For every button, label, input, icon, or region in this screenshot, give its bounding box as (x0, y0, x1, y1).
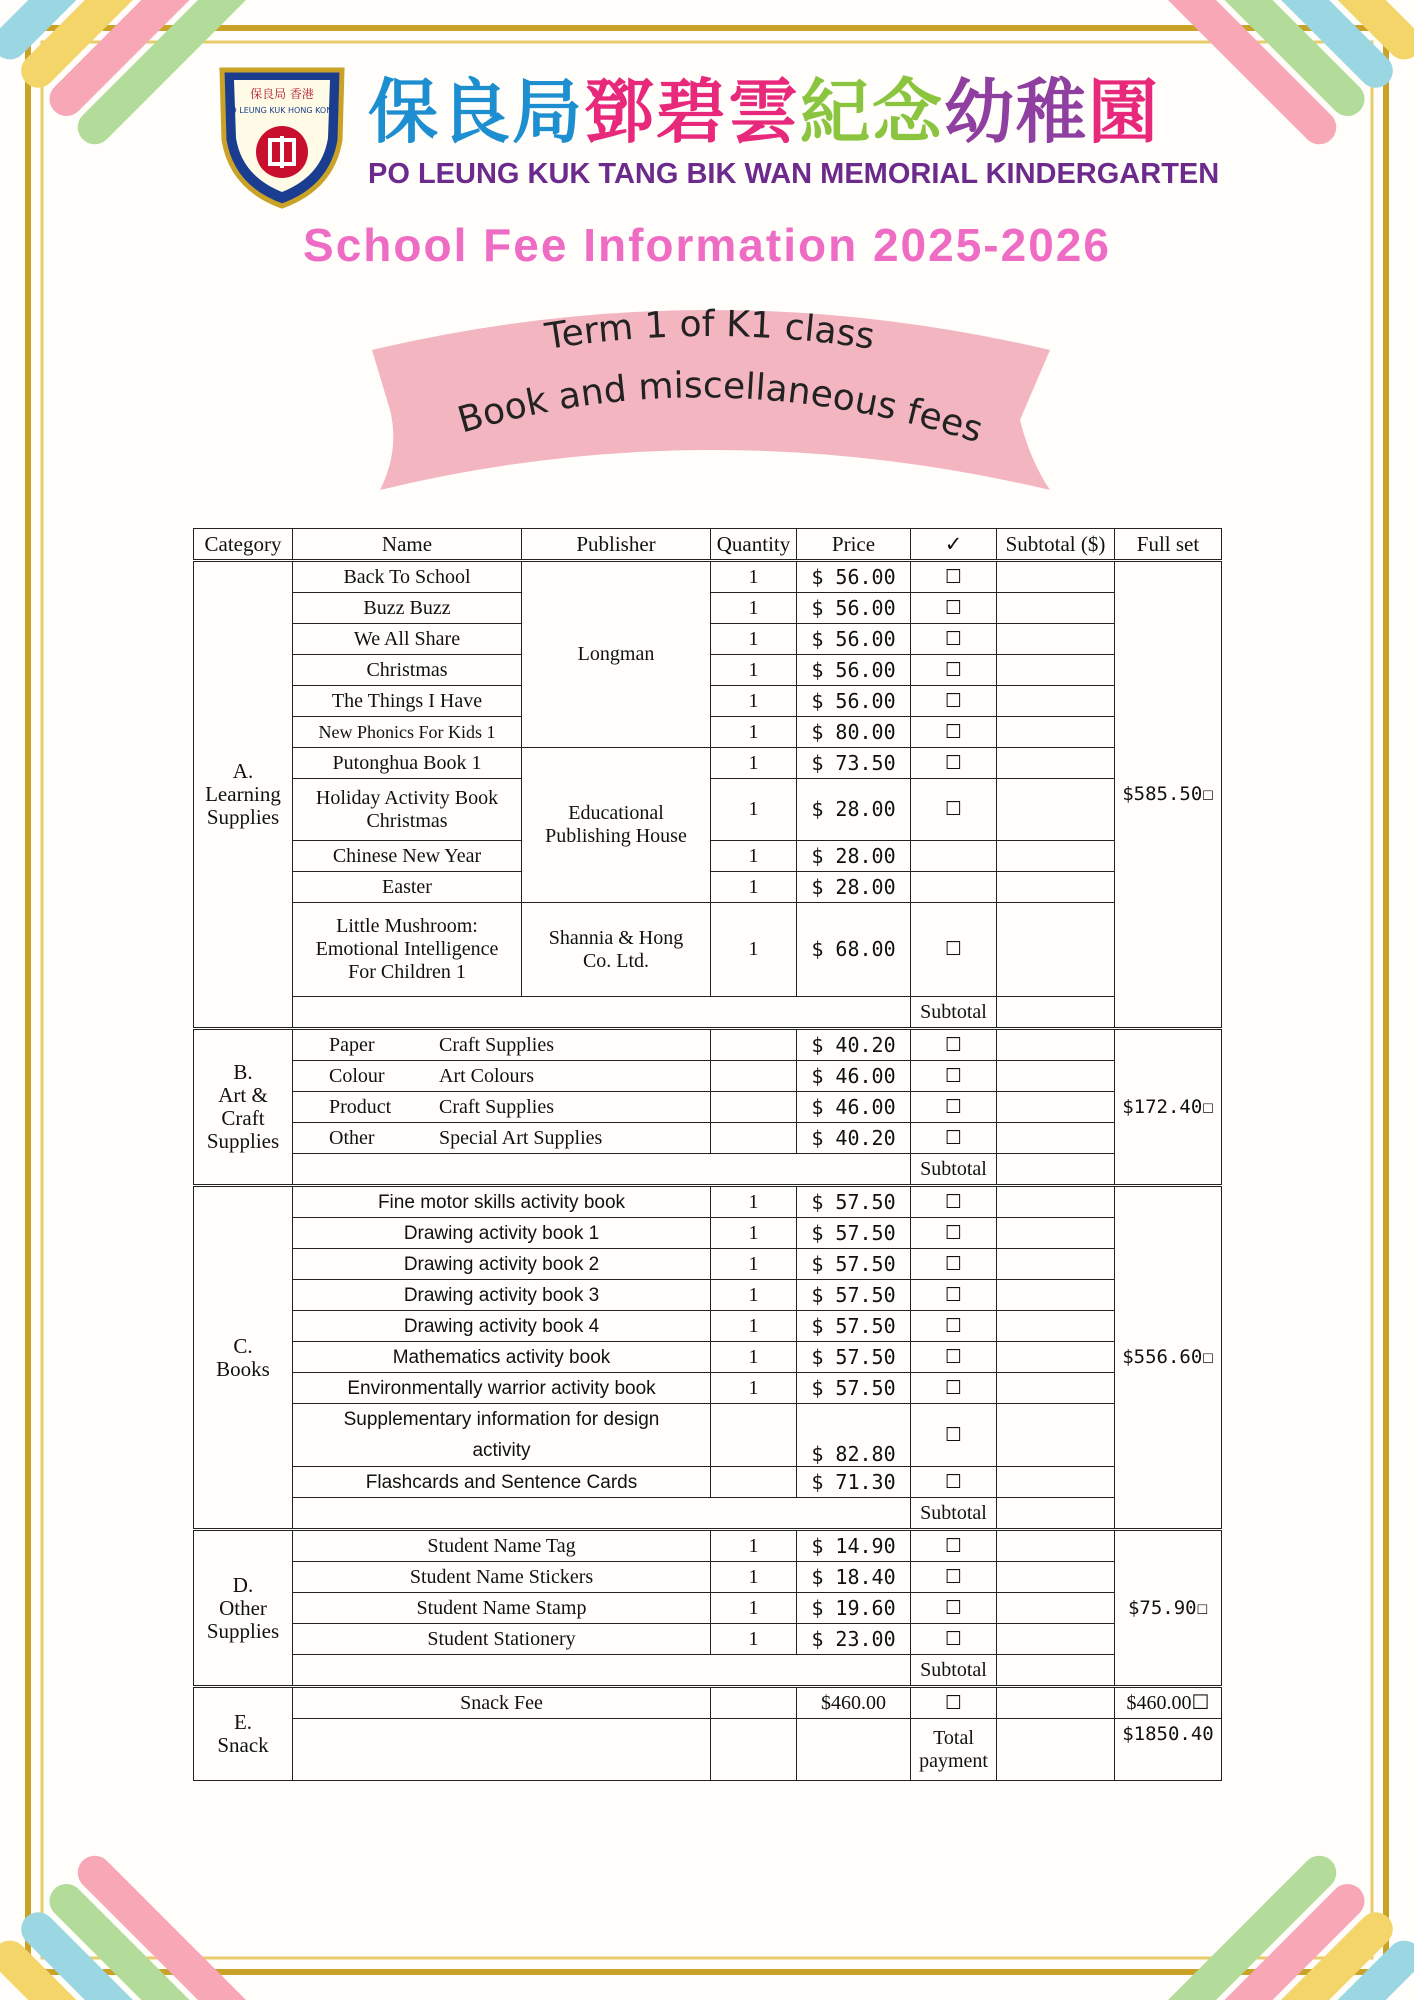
table-row: Supplementary information for design activity $ 82.80 ☐ (194, 1404, 1222, 1467)
table-row: We All Share 1 $ 56.00 ☐ (194, 624, 1222, 655)
school-name-char: 園 (1088, 71, 1160, 153)
full-set-art[interactable]: $172.40☐ (1115, 1029, 1222, 1186)
table-row: Student Stationery 1 $ 23.00 ☐ (194, 1624, 1222, 1655)
subtotal-row: Subtotal (194, 997, 1222, 1029)
category-art-craft: B. Art & Craft Supplies (194, 1029, 293, 1186)
header-full-set: Full set (1115, 529, 1222, 561)
total-label: Total payment (911, 1719, 997, 1781)
table-row: B. Art & Craft Supplies Paper Craft Supplies $ 40.20 ☐ $172.40☐ (194, 1029, 1222, 1061)
item-checkbox[interactable]: ☐ (911, 779, 997, 841)
item-checkbox[interactable]: ☐ (911, 1311, 997, 1342)
school-name-char: 紀 (800, 71, 872, 153)
table-row: Chinese New Year 1 $ 28.00 (194, 841, 1222, 872)
banner-line-2: Book and miscellaneous fees (453, 365, 988, 452)
header-publisher: Publisher (522, 529, 711, 561)
item-checkbox[interactable]: ☐ (911, 1218, 997, 1249)
table-header-row (194, 529, 1222, 561)
item-checkbox[interactable]: ☐ (911, 748, 997, 779)
school-name-char: 碧 (656, 71, 728, 153)
table-row: Student Name Stamp 1 $ 19.60 ☐ (194, 1593, 1222, 1624)
school-name-char: 局 (512, 71, 584, 153)
logo-text-en: PO LEUNG KUK HONG KONG (225, 106, 339, 115)
header-name: Name (293, 529, 522, 561)
table-row: Christmas 1 $ 56.00 ☐ (194, 655, 1222, 686)
table-row: Colour Art Colours $ 46.00 ☐ (194, 1061, 1222, 1092)
school-name-char: 保 (368, 71, 440, 153)
table-row: A. Learning Supplies Back To School Longman 1 $ 56.00 ☐ $585.50☐ (194, 561, 1222, 593)
table-row: Little Mushroom: Emotional Intelligence For Children 1 Shannia & Hong Co. Ltd. 1 $ 68.00 ☐ (194, 903, 1222, 997)
item-checkbox[interactable]: ☐ (911, 593, 997, 624)
category-snack: E. Snack (194, 1687, 293, 1781)
item-checkbox[interactable]: ☐ (911, 1061, 997, 1092)
banner-line-1: Term 1 of K1 class (542, 303, 878, 358)
table-row: Holiday Activity Book Christmas 1 $ 28.00 ☐ (194, 779, 1222, 841)
logo-text: 保良局 香港 (250, 87, 314, 101)
school-logo (214, 60, 350, 210)
item-checkbox[interactable]: ☐ (911, 1342, 997, 1373)
subtotal-row: Subtotal (194, 1498, 1222, 1530)
school-name-chinese (368, 72, 1160, 152)
table-row: E. Snack Snack Fee $460.00 ☐ $460.00☐ (194, 1687, 1222, 1719)
table-row: Mathematics activity book 1 $ 57.50 ☐ (194, 1342, 1222, 1373)
header-quantity: Quantity (711, 529, 797, 561)
table-row: Other Special Art Supplies $ 40.20 ☐ (194, 1123, 1222, 1154)
category-books: C. Books (194, 1186, 293, 1530)
item-checkbox[interactable]: ☐ (911, 1687, 997, 1719)
item-checkbox[interactable]: ☐ (911, 1123, 997, 1154)
item-checkbox[interactable]: ☐ (911, 624, 997, 655)
header-category: Category (194, 529, 293, 561)
full-set-other[interactable]: $75.90☐ (1115, 1530, 1222, 1687)
school-name-char: 稚 (1016, 71, 1088, 153)
item-checkbox[interactable]: ☐ (911, 1404, 997, 1467)
table-row: Flashcards and Sentence Cards $ 71.30 ☐ (194, 1467, 1222, 1498)
school-name-english: PO LEUNG KUK TANG BIK WAN MEMORIAL KINDERGARTEN (368, 158, 1220, 190)
item-checkbox[interactable]: ☐ (911, 1280, 997, 1311)
item-checkbox[interactable]: ☐ (911, 903, 997, 997)
table-row: Student Name Stickers 1 $ 18.40 ☐ (194, 1562, 1222, 1593)
item-checkbox[interactable]: ☐ (911, 1186, 997, 1218)
title-banner (360, 290, 1060, 510)
table-row: Easter 1 $ 28.00 (194, 872, 1222, 903)
school-name-char: 幼 (944, 71, 1016, 153)
table-row: Buzz Buzz 1 $ 56.00 ☐ (194, 593, 1222, 624)
publisher-educational: Educational Publishing House (522, 748, 711, 903)
item-checkbox[interactable]: ☐ (911, 1593, 997, 1624)
document-title: School Fee Information 2025-2026 (303, 219, 1111, 271)
item-checkbox[interactable]: ☐ (911, 1249, 997, 1280)
table-row: New Phonics For Kids 1 1 $ 80.00 ☐ (194, 717, 1222, 748)
item-checkbox[interactable]: ☐ (911, 1624, 997, 1655)
total-payment: $1850.40 (1115, 1719, 1222, 1781)
table-row: Environmentally warrior activity book 1 $ 57.50 ☐ (194, 1373, 1222, 1404)
table-row: D. Other Supplies Student Name Tag 1 $ 14.90 ☐ $75.90☐ (194, 1530, 1222, 1562)
full-set-learning[interactable]: $585.50☐ (1115, 561, 1222, 1029)
school-name-char: 良 (440, 71, 512, 153)
item-checkbox[interactable]: ☐ (911, 655, 997, 686)
table-row: Drawing activity book 4 1 $ 57.50 ☐ (194, 1311, 1222, 1342)
item-name: Back To School (293, 561, 522, 593)
table-row: Drawing activity book 1 1 $ 57.50 ☐ (194, 1218, 1222, 1249)
table-row: The Things I Have 1 $ 56.00 ☐ (194, 686, 1222, 717)
category-other-supplies: D. Other Supplies (194, 1530, 293, 1687)
item-checkbox[interactable]: ☐ (911, 686, 997, 717)
subtotal-row: Subtotal (194, 1154, 1222, 1186)
header-price: Price (797, 529, 911, 561)
total-row (194, 1719, 1222, 1781)
subtotal-row: Subtotal (194, 1655, 1222, 1687)
item-checkbox[interactable]: ☐ (911, 561, 997, 593)
school-name-char: 鄧 (584, 71, 656, 153)
publisher-longman: Longman (522, 561, 711, 748)
full-set-books[interactable]: $556.60☐ (1115, 1186, 1222, 1530)
header-subtotal: Subtotal ($) (997, 529, 1115, 561)
category-learning-supplies: A. Learning Supplies (194, 561, 293, 1029)
table-row: Putonghua Book 1 Educational Publishing House 1 $ 73.50 ☐ (194, 748, 1222, 779)
table-row: Drawing activity book 2 1 $ 57.50 ☐ (194, 1249, 1222, 1280)
item-checkbox[interactable]: ☐ (911, 717, 997, 748)
header-check: ✓ (911, 529, 997, 561)
school-name-char: 雲 (728, 71, 800, 153)
publisher-shannia: Shannia & Hong Co. Ltd. (522, 903, 711, 997)
table-row: C. Books Fine motor skills activity book 1 $ 57.50 ☐ $556.60☐ (194, 1186, 1222, 1218)
table-row: Product Craft Supplies $ 46.00 ☐ (194, 1092, 1222, 1123)
fee-table (193, 528, 1222, 1781)
school-name-char: 念 (872, 71, 944, 153)
table-row: Drawing activity book 3 1 $ 57.50 ☐ (194, 1280, 1222, 1311)
item-checkbox[interactable]: ☐ (911, 1530, 997, 1562)
item-checkbox[interactable]: ☐ (911, 1562, 997, 1593)
item-checkbox[interactable]: ☐ (911, 1467, 997, 1498)
item-checkbox[interactable]: ☐ (911, 1373, 997, 1404)
item-checkbox[interactable]: ☐ (911, 1029, 997, 1061)
item-checkbox[interactable]: ☐ (911, 1092, 997, 1123)
full-set-snack[interactable]: $460.00☐ (1115, 1687, 1222, 1719)
